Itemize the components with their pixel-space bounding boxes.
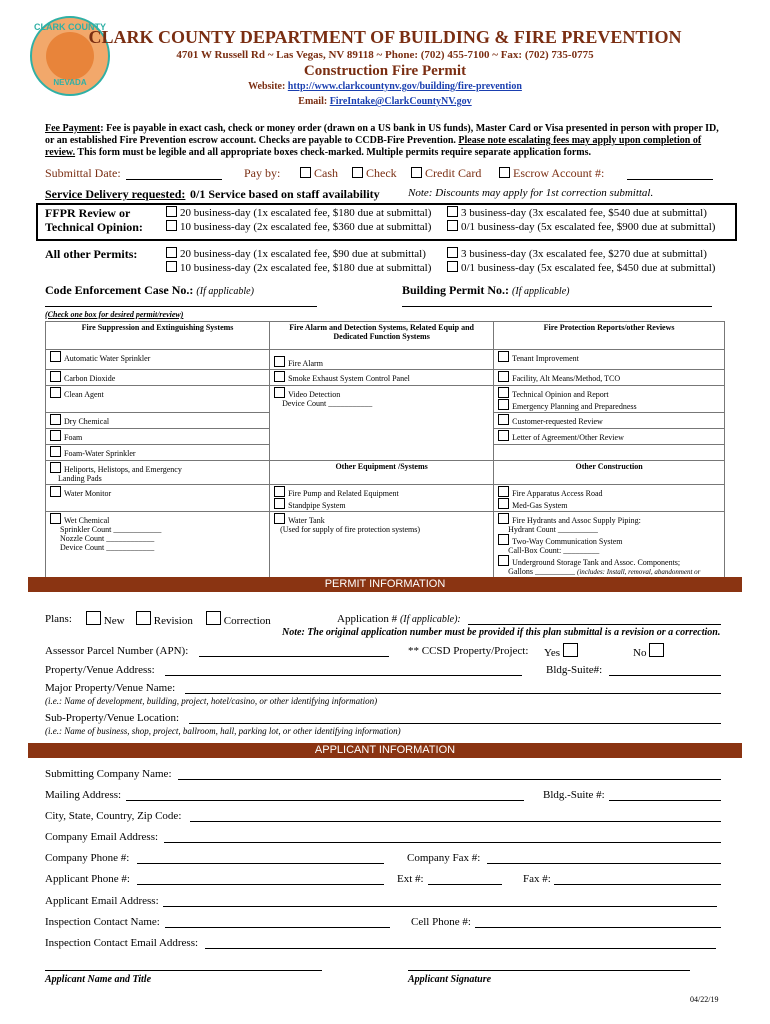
pay-escrow[interactable] xyxy=(499,166,604,181)
item-tenant-improvement[interactable] xyxy=(494,350,725,370)
option-label: 0/1 business-day (5x escalated fee, $900 due at submittal) xyxy=(461,221,716,233)
checkbox[interactable] xyxy=(274,371,285,382)
major-venue-hint: (i.e.: Name of development, building, project, hotel/casino, or other identifying information) xyxy=(45,696,378,706)
col-head-reports: Fire Protection Reports/other Reviews xyxy=(494,322,725,350)
item-label: Foam-Water Sprinkler xyxy=(64,449,136,458)
escrow-label: Escrow Account #: xyxy=(513,166,605,180)
service-delivery-value: 0/1 Service based on staff availability xyxy=(190,187,380,201)
standpipe-label: Standpipe System xyxy=(288,501,346,510)
checkbox[interactable] xyxy=(498,399,509,410)
video-device-count: Device Count ___________ xyxy=(282,399,373,408)
ccsd-label: ** CCSD Property/Project: xyxy=(408,645,529,657)
email-link[interactable]: FireIntake@ClarkCountyNV.gov xyxy=(329,96,472,107)
pay-credit-card[interactable] xyxy=(411,166,481,181)
item-heliports[interactable] xyxy=(46,461,270,485)
sprinkler-count[interactable]: Sprinkler Count ____________ xyxy=(60,525,162,534)
ccsd-no[interactable] xyxy=(633,643,664,659)
application-number-label xyxy=(337,613,461,625)
checkbox[interactable] xyxy=(498,534,509,545)
emergency-planning-label: Emergency Planning and Preparedness xyxy=(512,402,637,411)
item-label: Video Detection xyxy=(288,390,341,399)
checkbox[interactable] xyxy=(50,446,61,457)
checkbox[interactable] xyxy=(498,513,509,524)
item-smoke-exhaust[interactable] xyxy=(270,370,494,386)
fee-text-2: This form must be legible and all appropriate boxes check-marked. Multiple permits require separate application forms. xyxy=(75,147,592,158)
item-label: Dry Chemical xyxy=(64,417,110,426)
item-label: Fire Alarm xyxy=(288,359,323,368)
checkbox[interactable] xyxy=(50,430,61,441)
plans-revision[interactable] xyxy=(136,611,193,627)
checkbox[interactable] xyxy=(352,167,363,178)
checkbox[interactable] xyxy=(166,247,177,258)
gallons-note: (includes: Install, removal, abandonment or xyxy=(577,568,701,576)
cell-phone-field[interactable] xyxy=(475,915,721,928)
revision-label: Revision xyxy=(153,615,193,627)
checkbox[interactable] xyxy=(166,261,177,272)
item-apparatus-access[interactable] xyxy=(494,485,725,512)
mailing-address-field[interactable] xyxy=(126,788,524,801)
option-label: 3 business-day (3x escalated fee, $270 due at submittal) xyxy=(461,248,707,260)
permit-type-grid xyxy=(45,321,725,588)
ffpr-label-1: FFPR Review or xyxy=(45,206,131,220)
item-label: Technical Opinion and Report xyxy=(512,390,609,399)
company-email-field[interactable] xyxy=(164,830,721,843)
medgas-label: Med-Gas System xyxy=(512,501,568,510)
checkbox[interactable] xyxy=(50,351,61,362)
form-date: 04/22/19 xyxy=(690,995,719,1004)
escrow-account-field[interactable] xyxy=(627,166,713,180)
company-phone-label: Company Phone #: xyxy=(45,852,130,864)
company-fax-label: Company Fax #: xyxy=(407,852,481,864)
discount-note: Note: Discounts may apply for 1st correction submittal. xyxy=(408,187,654,199)
other-option-3day[interactable] xyxy=(447,247,707,260)
applicant-fax-field[interactable] xyxy=(554,872,721,885)
ffpr-label-2: Technical Opinion: xyxy=(45,220,143,234)
option-label: 3 business-day (3x escalated fee, $540 due at submittal) xyxy=(461,207,707,219)
checkbox[interactable] xyxy=(274,498,285,509)
item-label: Foam xyxy=(64,433,83,442)
item-label: Automatic Water Sprinkler xyxy=(64,354,151,363)
checkbox[interactable] xyxy=(447,220,458,231)
building-permit-field[interactable] xyxy=(402,296,712,307)
new-label: New xyxy=(103,615,125,627)
water-tank-note: (Used for supply of fire protection systems) xyxy=(280,525,421,534)
checkbox[interactable] xyxy=(498,387,509,398)
sub-venue-field[interactable] xyxy=(189,711,721,724)
plans-correction[interactable] xyxy=(206,611,271,627)
bldg-suite-field[interactable] xyxy=(609,663,721,676)
hydrant-count[interactable]: Hydrant Count __________ xyxy=(508,525,598,534)
checkbox[interactable] xyxy=(498,351,509,362)
item-label: Fire Pump and Related Equipment xyxy=(288,489,399,498)
item-label: Clean Agent xyxy=(64,390,104,399)
item-customer-review[interactable] xyxy=(494,413,725,429)
department-address: 4701 W Russell Rd ~ Las Vegas, NV 89118 ~ Phone: (702) 455-7100 ~ Fax: (702) 735-0775 xyxy=(176,49,594,61)
item-dry-chemical[interactable] xyxy=(46,413,270,429)
item-carbon-dioxide[interactable] xyxy=(46,370,270,386)
item-label: Smoke Exhaust System Control Panel xyxy=(288,374,410,383)
company-fax-field[interactable] xyxy=(487,851,721,864)
ccsd-yes[interactable] xyxy=(544,643,578,659)
code-hint: (If applicable) xyxy=(196,286,254,297)
application-number-field[interactable] xyxy=(468,612,721,625)
checkbox[interactable] xyxy=(136,611,151,625)
device-count[interactable]: Device Count ____________ xyxy=(60,543,155,552)
plans-label: Plans: xyxy=(45,613,72,625)
other-option-10day[interactable] xyxy=(166,261,431,274)
inspection-email-label: Inspection Contact Email Address: xyxy=(45,937,199,949)
submittal-date-field[interactable] xyxy=(126,166,222,180)
callbox-count[interactable]: Call-Box Count: _________ xyxy=(508,546,600,555)
option-label: 10 business-day (2x escalated fee, $360 due at submittal) xyxy=(180,221,432,233)
checkbox[interactable] xyxy=(563,643,578,657)
app-label-text: Application # xyxy=(337,613,398,625)
applicant-signature-field[interactable] xyxy=(408,958,690,971)
checkbox[interactable] xyxy=(50,371,61,382)
other-construction-head: Other Construction xyxy=(494,461,725,485)
checkbox[interactable] xyxy=(50,513,61,524)
item-label: Fire Apparatus Access Road xyxy=(512,489,603,498)
option-label: 20 business-day (1x escalated fee, $90 due at submittal) xyxy=(180,248,426,260)
credit-card-label: Credit Card xyxy=(425,166,482,180)
col-head-alarm: Fire Alarm and Detection Systems, Related Equip and Dedicated Function Systems xyxy=(270,322,494,350)
checkbox[interactable] xyxy=(300,167,311,178)
grid-instruction: (Check one box for desired permit/review) xyxy=(45,310,184,319)
item-label: Wet Chemical xyxy=(64,516,110,525)
bldg-suite-label: Bldg-Suite#: xyxy=(546,664,603,676)
website-label: Website: xyxy=(248,81,286,92)
checkbox[interactable] xyxy=(499,167,510,178)
item-auto-sprinkler[interactable] xyxy=(46,350,270,370)
other-permits-label: All other Permits: xyxy=(45,247,138,261)
company-phone-field[interactable] xyxy=(137,851,384,864)
sub-venue-label: Sub-Property/Venue Location: xyxy=(45,712,180,724)
fee-paragraph xyxy=(45,123,730,159)
applicant-phone-field[interactable] xyxy=(137,872,384,885)
inspection-name-field[interactable] xyxy=(165,915,390,928)
checkbox[interactable] xyxy=(274,387,285,398)
applicant-name-label: Applicant Name and Title xyxy=(45,974,152,985)
app-hint: (If applicable): xyxy=(399,614,461,625)
applicant-signature-label: Applicant Signature xyxy=(408,974,492,985)
cash-label: Cash xyxy=(314,166,338,180)
applicant-information-bar: APPLICANT INFORMATION xyxy=(28,743,742,758)
city-state-field[interactable] xyxy=(190,809,721,822)
item-label: Letter of Agreement/Other Review xyxy=(512,433,624,442)
checkbox[interactable] xyxy=(206,611,221,625)
item-label: Heliports, Helistops, and Emergency xyxy=(64,465,182,474)
applicant-name-field[interactable] xyxy=(45,958,322,971)
item-fire-pump[interactable] xyxy=(270,485,494,512)
landing-pads-label: Landing Pads xyxy=(58,474,102,483)
code-enforcement-field[interactable] xyxy=(45,296,317,307)
company-email-label: Company Email Address: xyxy=(45,831,159,843)
ffpr-option-3day[interactable] xyxy=(447,206,707,219)
email-line xyxy=(0,96,770,107)
checkbox[interactable] xyxy=(50,387,61,398)
checkbox[interactable] xyxy=(411,167,422,178)
checkbox[interactable] xyxy=(649,643,664,657)
ext-field[interactable] xyxy=(428,872,502,885)
checkbox[interactable] xyxy=(166,220,177,231)
yes-label: Yes xyxy=(544,647,561,659)
item-label: Water Monitor xyxy=(64,489,112,498)
checkbox[interactable] xyxy=(50,486,61,497)
email-label: Email: xyxy=(298,96,328,107)
logo-text-top: CLARK COUNTY xyxy=(34,22,106,32)
applicant-email-field[interactable] xyxy=(163,894,717,907)
other-equipment-head: Other Equipment /Systems xyxy=(270,461,494,485)
item-water-monitor[interactable] xyxy=(46,485,270,512)
applicant-phone-label: Applicant Phone #: xyxy=(45,873,130,885)
ffpr-option-01day[interactable] xyxy=(447,220,715,233)
two-way-label: Two-Way Communication System xyxy=(512,537,623,546)
ffpr-option-20day[interactable] xyxy=(166,206,431,219)
permit-title: Construction Fire Permit xyxy=(303,63,467,79)
applicant-suite-label: Bldg.-Suite #: xyxy=(543,789,605,801)
col-head-suppression: Fire Suppression and Extinguishing Systems xyxy=(46,322,270,350)
item-foam-water[interactable] xyxy=(46,445,270,461)
checkbox[interactable] xyxy=(274,486,285,497)
checkbox[interactable] xyxy=(50,462,61,473)
empty-cell xyxy=(494,445,725,461)
ffpr-option-10day[interactable] xyxy=(166,220,431,233)
nozzle-count[interactable]: Nozzle Count ____________ xyxy=(60,534,155,543)
checkbox[interactable] xyxy=(498,430,509,441)
item-facility-alt-means[interactable] xyxy=(494,370,725,386)
item-technical-opinion[interactable] xyxy=(494,386,725,413)
check-label: Check xyxy=(366,166,397,180)
checkbox[interactable] xyxy=(498,371,509,382)
apn-field[interactable] xyxy=(199,644,389,657)
sub-venue-hint: (i.e.: Name of business, shop, project, ballroom, hall, parking lot, or other identifying information) xyxy=(45,726,401,736)
checkbox[interactable] xyxy=(447,206,458,217)
company-name-label: Submitting Company Name: xyxy=(45,768,172,780)
checkbox[interactable] xyxy=(86,611,101,625)
website-link[interactable]: http://www.clarkcountynv.gov/building/fire-prevention xyxy=(287,81,522,92)
permit-information-bar: PERMIT INFORMATION xyxy=(28,577,742,592)
checkbox[interactable] xyxy=(50,414,61,425)
item-label: Carbon Dioxide xyxy=(64,374,116,383)
service-delivery-label: Service Delivery requested: xyxy=(45,187,186,201)
logo-text-bottom: NEVADA xyxy=(53,78,87,87)
mailing-address-label: Mailing Address: xyxy=(45,789,122,801)
website-line xyxy=(0,81,770,92)
gallons-field[interactable]: Gallons __________ xyxy=(508,567,576,576)
other-option-01day[interactable] xyxy=(447,261,715,274)
apn-label: Assessor Parcel Number (APN): xyxy=(45,645,189,657)
checkbox[interactable] xyxy=(274,513,285,524)
correction-label: Correction xyxy=(223,615,271,627)
property-address-label: Property/Venue Address: xyxy=(45,664,155,676)
ext-label: Ext #: xyxy=(397,873,424,885)
checkbox[interactable] xyxy=(447,261,458,272)
cell-phone-label: Cell Phone #: xyxy=(411,916,471,928)
checkbox[interactable] xyxy=(447,247,458,258)
fee-escalation-note: Please note escalating fees may apply upon completion of review. xyxy=(45,135,702,158)
pay-by-label: Pay by: xyxy=(244,166,281,180)
applicant-email-label: Applicant Email Address: xyxy=(45,895,159,907)
checkbox[interactable] xyxy=(498,414,509,425)
company-name-field[interactable] xyxy=(178,767,721,780)
item-label: Customer-requested Review xyxy=(512,417,603,426)
checkbox[interactable] xyxy=(166,206,177,217)
item-letter-of-agreement[interactable] xyxy=(494,429,725,445)
major-venue-label: Major Property/Venue Name: xyxy=(45,682,176,694)
inspection-email-field[interactable] xyxy=(205,936,716,949)
item-fire-alarm[interactable] xyxy=(270,350,494,370)
checkbox[interactable] xyxy=(498,555,509,566)
inspection-name-label: Inspection Contact Name: xyxy=(45,916,160,928)
revision-note: Note: The original application number must be provided if this plan submittal is a revision or a correction. xyxy=(282,627,721,638)
option-label: 0/1 business-day (5x escalated fee, $450 due at submittal) xyxy=(461,262,716,274)
bldg-hint: (If applicable) xyxy=(512,286,570,297)
option-label: 20 business-day (1x escalated fee, $180 due at submittal) xyxy=(180,207,432,219)
no-label: No xyxy=(633,647,647,659)
item-label: Tenant Improvement xyxy=(512,354,579,363)
item-foam[interactable] xyxy=(46,429,270,445)
department-title: CLARK COUNTY DEPARTMENT OF BUILDING & FIRE PREVENTION xyxy=(88,27,682,47)
item-video-detection[interactable] xyxy=(270,386,494,461)
item-label: Fire Hydrants and Assoc Supply Piping: xyxy=(512,516,641,525)
other-option-20day[interactable] xyxy=(166,247,426,260)
item-label: Facility, Alt Means/Method, TCO xyxy=(512,374,621,383)
pay-cash[interactable] xyxy=(300,166,338,181)
submittal-date-label: Submittal Date: xyxy=(45,166,121,180)
pay-check[interactable] xyxy=(352,166,397,181)
code-label-text: Code Enforcement Case No.: xyxy=(45,283,194,297)
property-address-field[interactable] xyxy=(165,663,522,676)
applicant-fax-label: Fax #: xyxy=(523,873,551,885)
plans-new[interactable] xyxy=(86,611,125,627)
item-clean-agent[interactable] xyxy=(46,386,270,413)
applicant-suite-field[interactable] xyxy=(609,788,721,801)
checkbox[interactable] xyxy=(498,498,509,509)
fee-text-1: : Fee is payable in exact cash, check or money order (drawn on a US bank in US funds), Master Card or Visa presented in person with proper ID, or an established Fire Prevention escrow account. Checks are payable to CCDB-Fire Prevention. xyxy=(45,123,719,146)
city-state-label: City, State, Country, Zip Code: xyxy=(45,810,182,822)
underground-tank-label: Underground Storage Tank and Assoc. Components; xyxy=(512,558,681,567)
option-label: 10 business-day (2x escalated fee, $180 due at submittal) xyxy=(180,262,432,274)
fee-label: Fee Payment xyxy=(45,123,101,134)
major-venue-field[interactable] xyxy=(185,681,721,694)
item-label: Water Tank xyxy=(288,516,325,525)
bldg-label-text: Building Permit No.: xyxy=(402,283,509,297)
checkbox[interactable] xyxy=(498,486,509,497)
checkbox[interactable] xyxy=(274,356,285,367)
